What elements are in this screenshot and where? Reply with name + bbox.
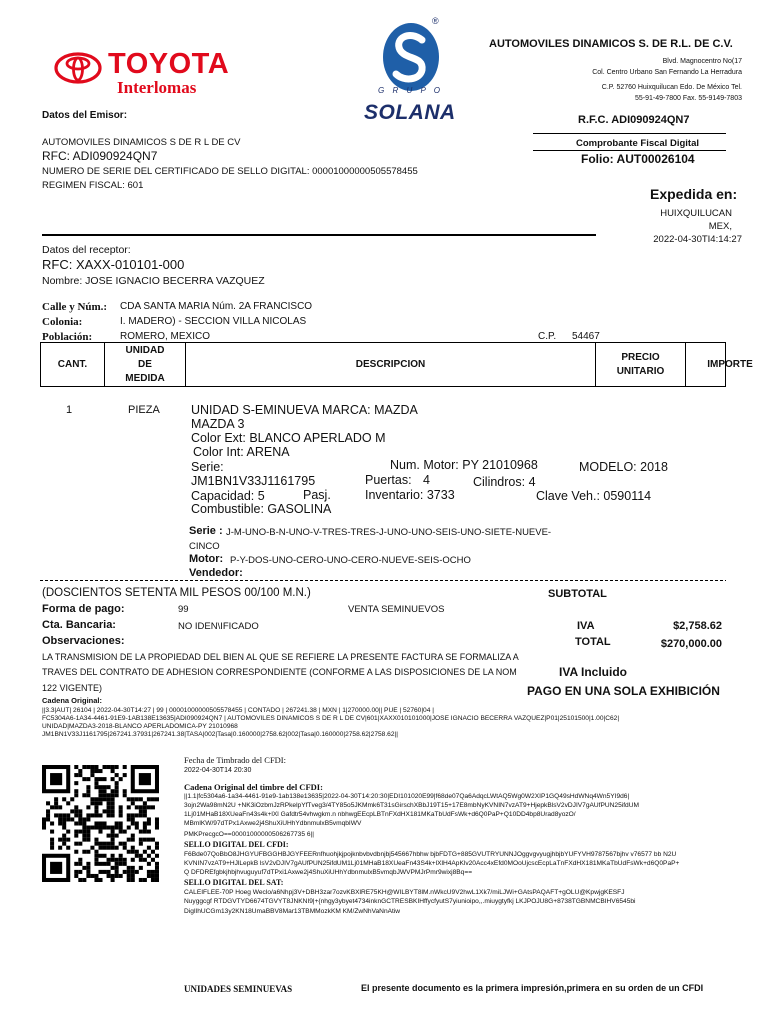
total-label: TOTAL [575,636,611,648]
expedida-date: 2022-04-30TI4:14:27 [653,234,742,245]
company-name: AUTOMOVILES DINAMICOS S. DE R.L. DE C.V. [489,38,733,50]
th-precio: PRECIO UNITARIO [596,343,686,386]
company-addr2: Col. Centro Urbano San Fernando La Herradura [592,69,742,76]
calle-value: CDA SANTA MARIA Núm. 2A FRANCISCO [120,301,313,312]
fecha-timbrado-label: Fecha de Timbrado del CFDI: [184,755,286,765]
receptor-nombre: Nombre: JOSE IGNACIO BECERRA VAZQUEZ [42,275,265,287]
company-addr4: 55-91-49-7800 Fax. 55-9149-7803 [634,95,742,102]
emisor-serie-certificado: NUMERO DE SERIE DEL CERTIFICADO DE SELLO DIGITAL: 00001000000505578455 [42,166,418,177]
obs-line2: TRAVES DEL CONTRATO DE ADHESION CORRESPONDIENTE (CONFORME A LAS DISPOSICIONES DE LA NOM [42,667,517,677]
emisor-regimen: REGIMEN FISCAL: 601 [42,180,144,191]
pago-exhibicion: PAGO EN UNA SOLA EXHIBICIÓN [527,684,720,698]
serie-label: Serie: [191,460,224,474]
toyota-emblem-icon [54,52,102,84]
th-cant: CANT. [41,343,105,386]
totals-divider [40,580,726,581]
receptor-label: Datos del receptor: [42,244,131,256]
calle-label: Calle y Núm.: [42,301,108,313]
grupo-solana-logo [360,16,460,126]
desc-line2: MAZDA 3 [191,417,245,431]
sello-sat-3: DigIlhUCGm13y2KN18UmaBBV8Mar13TBMMozkKM KM/ZwNhVaNnAtiw [184,908,401,915]
cta-bancaria-value: NO IDEN\IFICADO [178,621,259,632]
serie-words-2: CINCO [189,541,220,552]
cadena-timbre-4: MBmlKW/97dTPx1Axwe2j4ShuXiUHhYdbnmulxB5vmqbIWV [184,820,362,827]
desc-color-int: Color Int: ARENA [193,445,290,459]
th-descripcion: DESCRIPCION [186,343,596,386]
cadena-timbre-5: PMKPrecgcO==00001000000506267735 6|| [184,831,314,838]
footer-right: El presente documento es la primera impresión,primera en su orden de un CFDI [361,983,704,993]
modelo: MODELO: 2018 [579,460,668,474]
iva-label: IVA [577,620,595,632]
emisor-name: AUTOMOVILES DINAMICOS S DE R L DE CV [42,137,241,148]
receptor-rfc: RFC: XAXX-010101-000 [42,257,185,272]
vendedor-label: Vendedor: [189,567,243,579]
subtotal-label: SUBTOTAL [548,588,607,600]
expedida-city: HUIXQUILUCAN [660,208,732,219]
combustible: Combustible: GASOLINA [191,502,332,516]
observaciones-label: Observaciones: [42,635,125,647]
iva-incluido: IVA Incluido [559,665,627,679]
importe-letra: (DOSCIENTOS SETENTA MIL PESOS 00/100 M.N.) [42,587,311,599]
obs-line1: LA TRANSMISION DE LA PROPIEDAD DEL BIEN AL QUE SE REFIERE LA PRESENTE FACTURA SE FORMALIZA A [42,652,519,662]
obs-line3: 122 VIGENTE) [42,683,103,693]
company-addr1: Blvd. Magnocentro No(17 [662,58,742,65]
cadena-line1: ||3.3|AUT| 26104 | 2022-04-30T14:27 | 99 | 00001000000505578455 | CONTADO | 267241.38 | MXN | 1|270000.00|| PUE | 52760|04 | [42,707,434,714]
fecha-timbrado-value: 2022-04-30T14 20:30 [184,767,252,774]
folio: Folio: AUT00026104 [581,152,695,166]
rfc-divider [533,133,726,134]
cadena-timbre-label: Cadena Original del timbre del CFDI: [184,782,323,792]
iva-value: $2,758.62 [673,620,722,632]
pasj: Pasj. [303,488,331,502]
items-table-header [40,342,753,387]
desc-line1: UNIDAD S-EMINUEVA MARCA: MAZDA [191,403,418,417]
sello-sat-2: Nuyggcgf RTDGVTYD6674TGVYT8JNKNI9|+{nhgy3ybyet4734inknGCTRESBKIHffycfyutS7yiunioipo,,.miuygtyfkj LKJPOJU8G+8738TGBNMCBIHV6545bi [184,898,636,905]
expedida-label: Expedida en: [650,186,738,202]
cta-bancaria-label: Cta. Bancaria: [42,619,116,631]
colonia-value: I. MADERO) - SECCION VILLA NICOLAS [120,316,307,327]
serie-words-label: Serie : [189,525,223,537]
comprobante-divider [533,150,726,151]
cadena-original-label: Cadena Original: [42,696,103,705]
sello-cfdi-label: SELLO DIGITAL DEL CFDI: [184,840,289,849]
cp-value: 54467 [572,331,600,342]
colonia-label: Colonia: [42,316,83,328]
solana-text: SOLANA [364,101,456,124]
registered-mark: ® [432,16,439,26]
puertas-value: 4 [423,473,430,487]
company-addr3: C.P. 52760 Huixquilucan Edo. De México Tel. [601,84,742,91]
cp-label: C.P. [538,331,557,342]
toyota-logo [54,50,264,98]
desc-color-ext: Color Ext: BLANCO APERLADO M [191,431,386,445]
qr-code-icon [42,765,159,882]
emisor-rfc: RFC: ADI090924QN7 [42,149,158,163]
comprobante-label: Comprobante Fiscal Digital [576,138,699,149]
capacidad: Capacidad: 5 [191,489,265,503]
row-unidad: PIEZA [128,404,160,416]
cilindros: Cilindros: 4 [473,475,536,489]
clave-veh: Clave Veh.: 0590114 [536,489,652,503]
num-motor: Num. Motor: PY 21010968 [390,458,538,472]
total-value: $270,000.00 [660,638,722,650]
poblacion-value: ROMERO, MEXICO [120,331,211,342]
grupo-text: G R U P O [378,86,443,95]
serie-value: JM1BN1V33J1161795 [191,474,316,488]
poblacion-label: Población: [42,331,93,343]
puertas-label: Puertas: [365,473,412,487]
company-rfc: R.F.C. ADI090924QN7 [578,114,690,126]
row-cant: 1 [66,404,73,416]
sello-cfdi-2: KVNIN7vzAT9+HJlLepkB lsV2vDJIV7gAUfPUN25ifdUM1Lj01MHaB18XUeaFn43S4k+lXlH4ApKlv20Acc4xEfd0MOoUjcscEcpLaTnFXdHX181MKaTbUdFsWk+d6Q0PaP+ [184,860,680,867]
venta-tipo: VENTA SEMINUEVOS [348,604,445,615]
cadena-line2: FC5304A6-1A34-4461-91E9-1AB138E13635|ADI090924QN7 | AUTOMOVILES DINAMICOS S DE R L DE CV|601|XAXX010101000|JOSE IGNACIO BECERRA VAZQUEZ|P01|25101500|1.00|C62| [42,715,620,722]
cadena-timbre-2: 3ojn2Wa98mN2U +NK3iOzbmJzRPkelpYfTveg3/4TY85o5JKMmk6T31sGirschXBbJ19T15+17E8mbNyKVNIN7vzAT9+HjepkBlsV2vDJIV7gAUfPUN25ifdUM [184,802,639,809]
inventario: Inventario: 3733 [365,488,455,502]
motor-words: P-Y-DOS-UNO-CERO-UNO-CERO-NUEVE-SEIS-OCHO [230,555,471,566]
cadena-timbre-3: 1Lj01MHaB18XUeaFn43s4k+lXl Gafdtr54vhwgkm.n nbhwgEEcpLBTnFXdHX181MKaTbUdFsWk+d6Q0PaP+Q10DD4bp8Urad8yozO/ [184,811,576,818]
emisor-label: Datos del Emisor: [42,110,128,121]
receptor-divider [42,234,596,236]
sello-cfdi-3: Q DFDREfgbkjhbjhvuguyuf7dTPxi1Axwe2j4ShuXiUHhYdbnmulxB5vmqbJWVPMJrPmr9wixj8Bq== [184,869,473,876]
cadena-line4: JM1BN1V33J1161795|267241.37931|267241.38|TASA|002|Tasa|0.160000|2758.62|002|Tasa|0.160000|2758.62|2758.62|| [42,731,398,738]
motor-words-label: Motor: [189,553,224,565]
qr-code [42,765,159,882]
th-importe: IMPORTE [707,358,753,370]
cadena-timbre-1: ||1.1|fc5304a6-1a34-4461-91e9-1ab138e13635|2022-04-30T14:20:30|EDI101020E99|f68de07Qa6AdqcLWtAQ5Wg0W2XIP1GQ49sHdWNq4Wn5YI9d6| [184,793,630,800]
expedida-country: MEX, [708,221,732,232]
sello-sat-label: SELLO DIGITAL DEL SAT: [184,878,284,887]
sello-cfdi-1: F6Bde07QoBbO8JHGYUFBGGHBJGYFEERnfhuohjkjpojknbvbvdbnjbj545667hbhw bjbFDTG+885GVUTRYUNNJOggvgvyugjhbjbYUFYVH9787567bjhv v76577 bb N2U [184,851,677,858]
serie-words: J-M-UNO-B-N-UNO-V-TRES-TRES-J-UNO-UNO-SEIS-UNO-SIETE-NUEVE- [226,527,552,538]
solana-emblem-icon [380,20,442,92]
forma-pago-value: 99 [178,604,189,615]
cadena-line3: UNIDAD|MAZDA3-2018-BLANCO APERLADOMICA-PY 21010968 [42,723,238,730]
forma-pago-label: Forma de pago: [42,603,125,615]
toyota-wordmark: TOYOTA [108,48,230,80]
sello-sat-1: CALEIFLEE-70P Hoeg Weclo/a6Nhpj3V+DBH3zar7ozvKBXlRE75KH@WILBYT8lM.nWkcU9V2hwL1Xk7/miLJWi+GAtsPAQAFT+gOLU@KpwjgKESFJ [184,889,625,896]
footer-left: UNIDADES SEMINUEVAS [184,984,293,994]
th-unidad: UNIDAD DE MEDIDA [105,343,186,386]
toyota-sub: Interlomas [117,78,197,97]
